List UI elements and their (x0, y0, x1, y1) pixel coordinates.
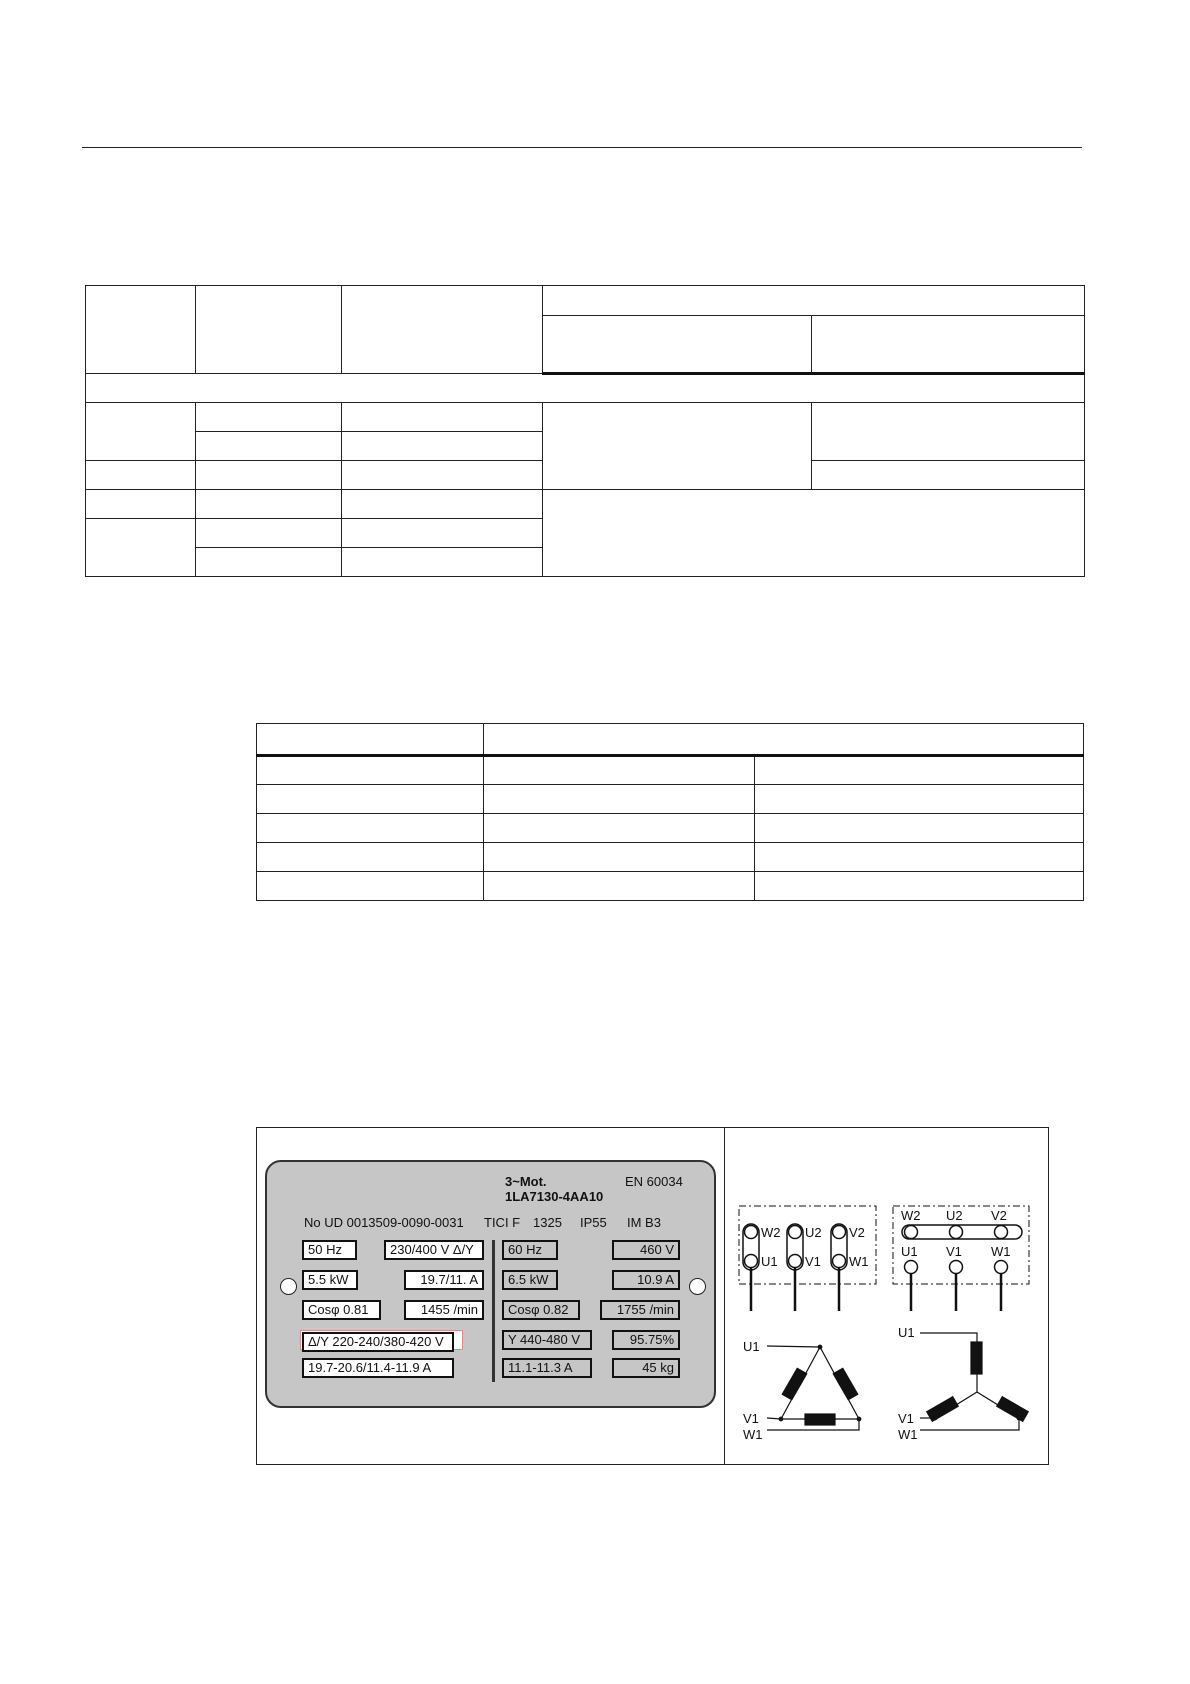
mounting-hole-right (689, 1278, 706, 1295)
table-cell (195, 461, 341, 490)
table-cell (341, 286, 542, 374)
table-row (257, 785, 1084, 814)
table-cell (195, 432, 341, 461)
table-cell (195, 403, 341, 432)
table-cell (341, 548, 542, 577)
table-cell (257, 756, 484, 785)
table-cell (257, 843, 484, 872)
header-rule (82, 147, 1082, 148)
table-row (86, 403, 1085, 432)
field-60hz-current: 10.9 A (612, 1270, 680, 1290)
table-cell (195, 286, 341, 374)
star-top-label-2: U2 (946, 1208, 963, 1223)
table-cell (812, 316, 1085, 374)
field-50hz-power: 5.5 kW (302, 1270, 358, 1290)
table-cell (755, 843, 1084, 872)
field-50hz-current-range: 19.7-20.6/11.4-11.9 A (302, 1358, 454, 1378)
table-cell (483, 756, 755, 785)
table-cell (257, 872, 484, 901)
field-60hz-cosphi: Cosφ 0.82 (502, 1300, 580, 1320)
delta-bottom-label-3: W1 (849, 1254, 869, 1269)
table-cell (341, 403, 542, 432)
table-row (86, 490, 1085, 519)
table-cell (195, 490, 341, 519)
protection-class: IP55 (580, 1215, 607, 1230)
table-row (257, 756, 1084, 785)
table-cell (755, 756, 1084, 785)
field-60hz-current-range: 11.1-11.3 A (502, 1358, 592, 1378)
table-cell (542, 316, 812, 374)
order-number: 1LA7130-4AA10 (505, 1189, 604, 1204)
table-lower (256, 723, 1084, 901)
table-cell (341, 432, 542, 461)
thermal-class: TICI F (484, 1215, 521, 1230)
table-cell (341, 519, 542, 548)
table-cell (195, 519, 341, 548)
nameplate-divider (492, 1240, 495, 1382)
table-cell (257, 785, 484, 814)
motor-nameplate (265, 1160, 716, 1408)
table-cell (86, 461, 196, 490)
table-row (257, 814, 1084, 843)
table-cell (341, 461, 542, 490)
delta-schematic (767, 1345, 861, 1430)
table-row (257, 724, 1084, 756)
table-cell (542, 286, 1084, 316)
table-row (257, 843, 1084, 872)
table-cell (86, 374, 1085, 403)
star-bottom-label-2: V1 (946, 1244, 962, 1259)
field-60hz-voltage: 460 V (612, 1240, 680, 1260)
table-cell (483, 814, 755, 843)
field-50hz-cosphi: Cosφ 0.81 (302, 1300, 381, 1320)
star-terminal-box (893, 1206, 1029, 1311)
table-cell (755, 814, 1084, 843)
table-row (86, 374, 1085, 403)
field-50hz-speed: 1455 /min (404, 1300, 484, 1320)
field-50hz-frequency: 50 Hz (302, 1240, 357, 1260)
table-row (257, 872, 1084, 901)
field-50hz-voltage-range: Δ/Y 220-240/380-420 V (302, 1332, 454, 1352)
table-cell (542, 490, 1084, 577)
delta-top-label-1: W2 (761, 1225, 781, 1240)
field-60hz-weight: 45 kg (612, 1358, 680, 1378)
standard: EN 60034 (625, 1174, 683, 1189)
field-60hz-frequency: 60 Hz (502, 1240, 558, 1260)
table-cell (483, 872, 755, 901)
table-cell (257, 724, 484, 756)
star-bottom-label-1: U1 (901, 1244, 918, 1259)
delta-top-label-3: V2 (849, 1225, 865, 1240)
table-cell (257, 814, 484, 843)
serial-number: No UD 0013509-0090-0031 (304, 1215, 464, 1230)
table-cell (755, 785, 1084, 814)
table-upper (85, 285, 1085, 577)
delta-label-w1: W1 (743, 1427, 763, 1442)
star-top-label-3: V2 (991, 1208, 1007, 1223)
mot-type: 3~Mot. (505, 1174, 547, 1189)
field-50hz-voltage: 230/400 V Δ/Y (384, 1240, 484, 1260)
field-60hz-power: 6.5 kW (502, 1270, 558, 1290)
star-top-label-1: W2 (901, 1208, 921, 1223)
table-cell (483, 724, 1083, 756)
delta-bottom-label-1: U1 (761, 1254, 778, 1269)
star-label-u1: U1 (898, 1325, 915, 1340)
table-cell (483, 785, 755, 814)
star-label-w1: W1 (898, 1427, 918, 1442)
star-label-v1: V1 (898, 1411, 914, 1426)
delta-label-v1: V1 (743, 1411, 759, 1426)
mounting-type: IM B3 (627, 1215, 661, 1230)
field-60hz-voltage-range: Y 440-480 V (502, 1330, 592, 1350)
table-cell (195, 548, 341, 577)
delta-bottom-label-2: V1 (805, 1254, 821, 1269)
table-cell (86, 490, 196, 519)
delta-label-u1: U1 (743, 1339, 760, 1354)
star-bottom-label-3: W1 (991, 1244, 1011, 1259)
frame-code: 1325 (533, 1215, 562, 1230)
table-cell (812, 461, 1085, 490)
star-schematic (920, 1333, 1028, 1430)
field-50hz-current: 19.7/11. A (404, 1270, 484, 1290)
table-cell (86, 519, 196, 577)
delta-top-label-2: U2 (805, 1225, 822, 1240)
table-row (86, 286, 1085, 316)
field-60hz-speed: 1755 /min (600, 1300, 680, 1320)
table-cell (542, 403, 812, 490)
table-cell (755, 872, 1084, 901)
table-cell (483, 843, 755, 872)
table-cell (86, 403, 196, 461)
table-cell (86, 286, 196, 374)
table-cell (812, 403, 1085, 461)
wiring-diagrams (725, 1128, 1047, 1462)
table-cell (341, 490, 542, 519)
delta-terminal-box (739, 1206, 876, 1311)
mounting-hole-left (280, 1278, 297, 1295)
field-60hz-efficiency: 95.75% (612, 1330, 680, 1350)
